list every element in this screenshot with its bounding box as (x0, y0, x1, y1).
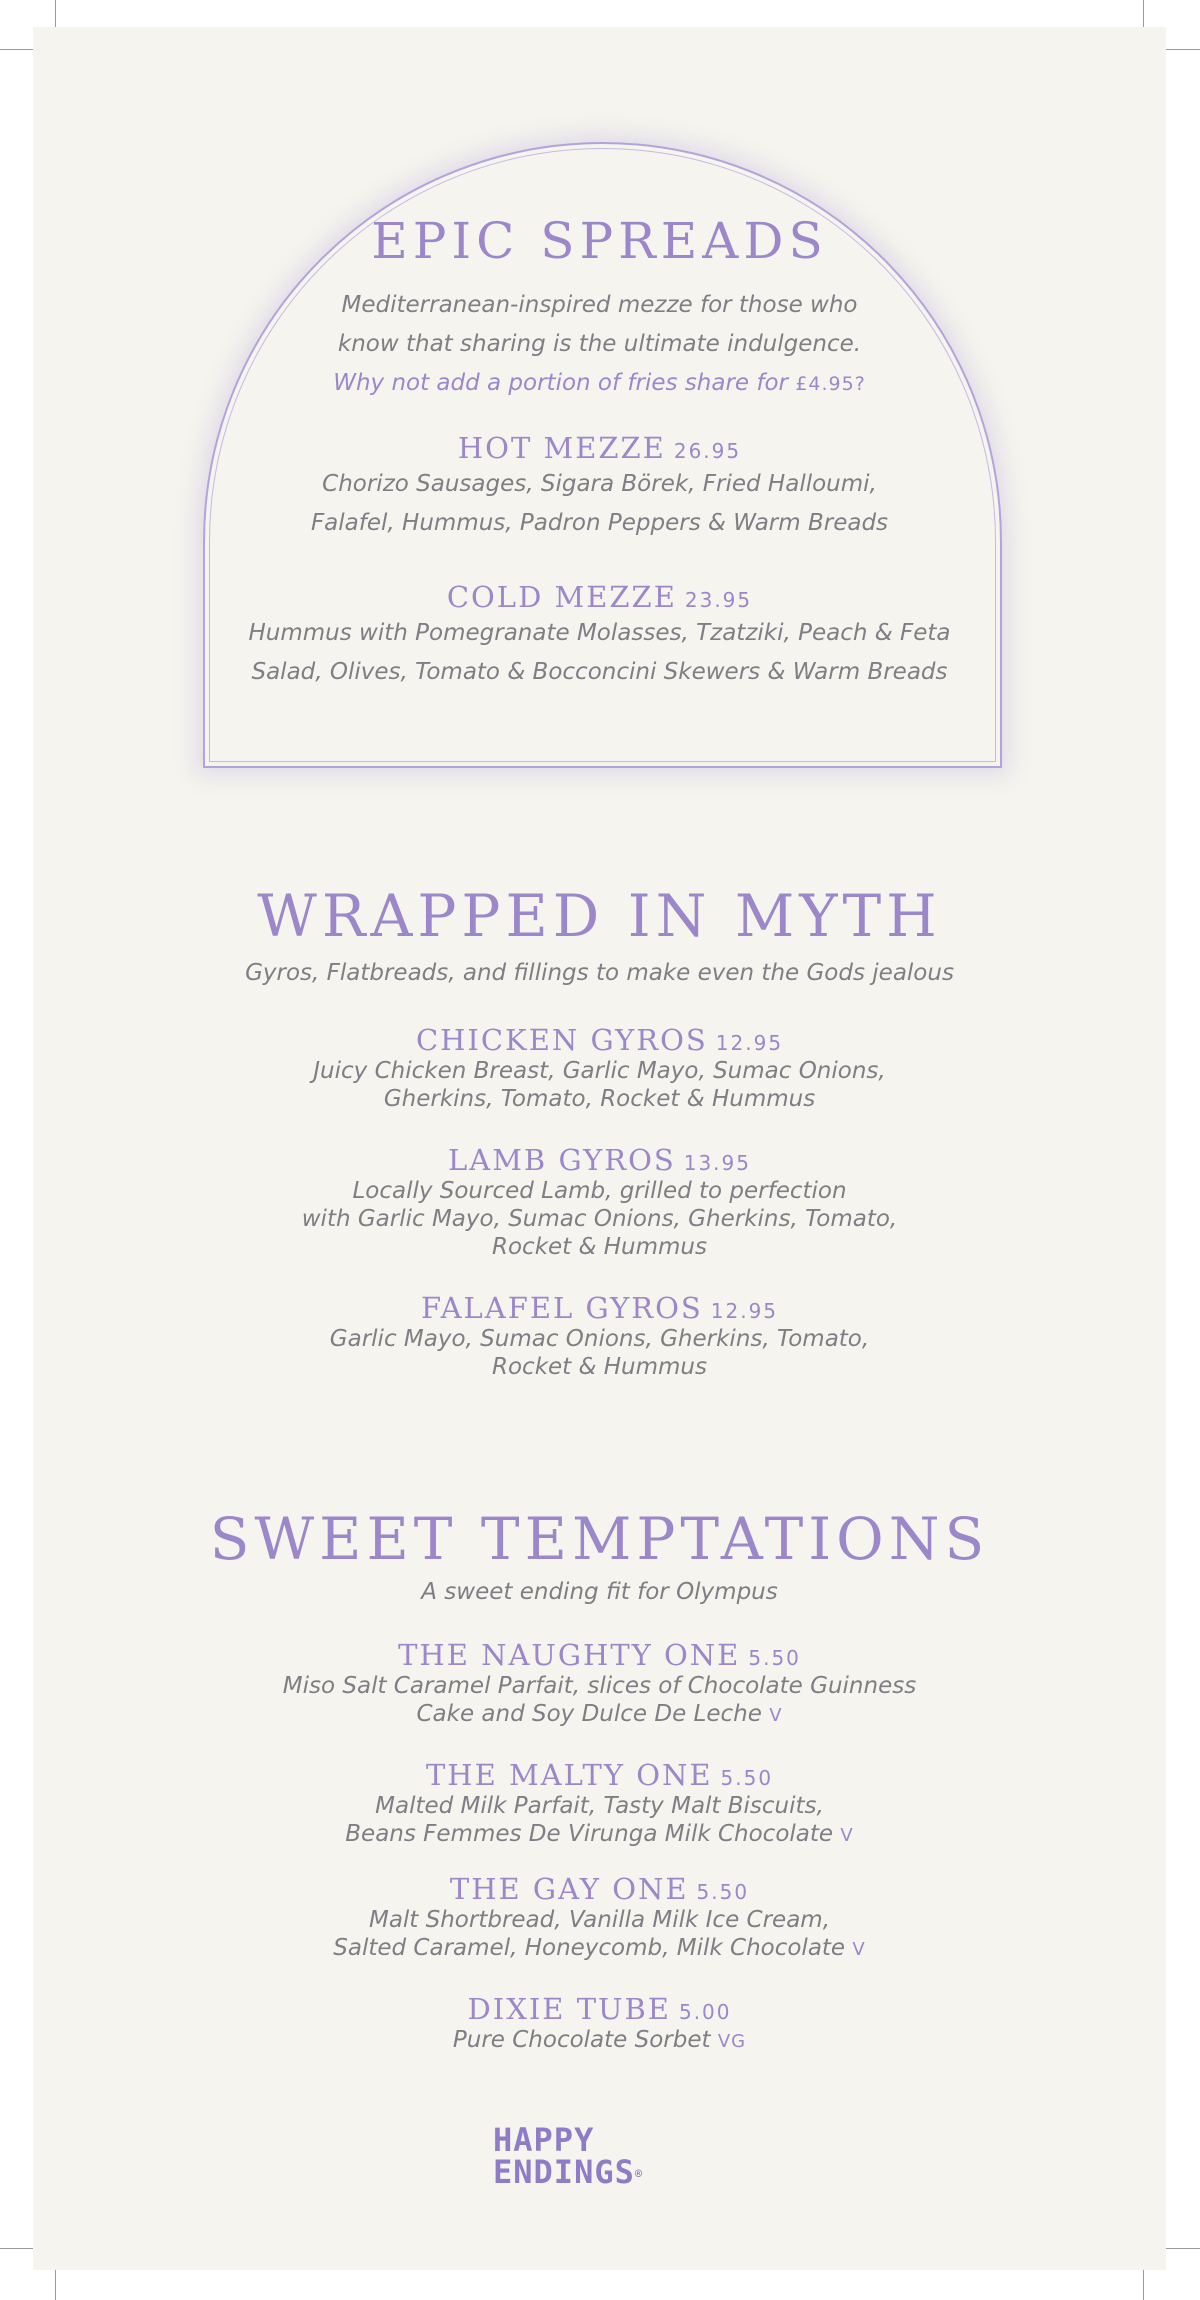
item-description (33, 1177, 1166, 1261)
description-line (33, 2026, 1166, 2056)
happy-endings-logo (493, 2121, 733, 2191)
item-description (33, 465, 1166, 543)
item-price: 26.95 (673, 439, 742, 463)
menu-item (33, 1638, 1166, 1730)
item-description (33, 1906, 1166, 1964)
item-price: 5.00 (678, 2000, 732, 2024)
sweet-section (33, 1505, 1166, 2056)
description-text: Pure Chocolate Sorbet (452, 2027, 711, 2053)
spreads-intro-line: know that sharing is the ultimate indulgence. (337, 331, 862, 357)
description-line: Garlic Mayo, Sumac Onions, Gherkins, Tomato, (329, 1326, 870, 1352)
item-description (33, 1792, 1166, 1850)
item-title: THE GAY ONE (449, 1872, 689, 1906)
item-title: FALAFEL GYROS (420, 1291, 703, 1325)
logo-line: HAPPY (493, 2121, 595, 2159)
item-price: 12.95 (715, 1031, 784, 1055)
dietary-tag: V (840, 1825, 854, 1846)
menu-item (33, 1992, 1166, 2056)
crop-mark (1164, 2248, 1200, 2249)
item-description (33, 1672, 1166, 1730)
description-text: Beans Femmes De Virunga Milk Chocolate (345, 1821, 834, 1847)
registered-mark: ® (634, 2167, 644, 2181)
menu-item (33, 1872, 1166, 1964)
dietary-tag: VG (717, 2031, 747, 2052)
spreads-intro-line: Mediterranean-inspired mezze for those who (341, 292, 858, 318)
item-title: HOT MEZZE (457, 431, 666, 465)
item-description (33, 614, 1166, 692)
description-line: Chorizo Sausages, Sigara Börek, Fried Halloumi, (322, 471, 877, 497)
menu-page (33, 27, 1166, 2270)
menu-item (33, 1023, 1166, 1113)
menu-item (33, 1143, 1166, 1261)
logo-line (493, 2153, 733, 2191)
description-line: Malt Shortbread, Vanilla Milk Ice Cream, (368, 1907, 831, 1933)
dietary-tag: V (852, 1939, 866, 1960)
item-price: 12.95 (710, 1299, 779, 1323)
description-text: Salted Caramel, Honeycomb, Milk Chocolate (333, 1935, 846, 1961)
logo-text: ENDINGS (493, 2153, 635, 2191)
item-title: DIXIE TUBE (467, 1992, 671, 2026)
crop-mark (0, 2248, 36, 2249)
description-line: Gherkins, Tomato, Rocket & Hummus (383, 1086, 816, 1112)
spreads-section (33, 212, 1166, 692)
description-line: Malted Milk Parfait, Tasty Malt Biscuits, (375, 1793, 824, 1819)
item-title: CHICKEN GYROS (415, 1023, 708, 1057)
description-line (33, 1934, 1166, 1964)
crop-mark (1164, 49, 1200, 50)
item-price: 5.50 (748, 1646, 801, 1670)
item-description (33, 1325, 1166, 1381)
description-line: Miso Salt Caramel Parfait, slices of Chocolate Guinness (282, 1673, 917, 1699)
description-line: Juicy Chicken Breast, Garlic Mayo, Sumac Onions, (313, 1058, 886, 1084)
description-line: Rocket & Hummus (492, 1234, 707, 1260)
item-price: 13.95 (683, 1151, 751, 1175)
item-price: 5.50 (696, 1880, 750, 1904)
menu-item (33, 1291, 1166, 1381)
description-text: Cake and Soy Dulce De Leche (416, 1701, 762, 1727)
crop-mark (0, 49, 36, 50)
myth-heading: WRAPPED IN MYTH (257, 882, 942, 950)
fries-note (33, 364, 1166, 404)
menu-item (33, 1758, 1166, 1850)
item-title: THE MALTY ONE (425, 1758, 713, 1792)
item-title: LAMB GYROS (448, 1143, 676, 1177)
fries-price: £4.95? (795, 373, 866, 395)
crop-mark (55, 2268, 56, 2300)
spreads-intro (33, 286, 1166, 404)
myth-subtitle: Gyros, Flatbreads, and fillings to make even the Gods jealous (245, 960, 954, 986)
item-price: 5.50 (720, 1766, 774, 1790)
description-line: Falafel, Hummus, Padron Peppers & Warm Breads (310, 510, 889, 536)
item-description (33, 1057, 1166, 1113)
menu-item (33, 580, 1166, 692)
crop-mark (1143, 2268, 1144, 2300)
sweet-heading: SWEET TEMPTATIONS (209, 1505, 990, 1573)
item-title: COLD MEZZE (446, 580, 677, 614)
description-line: Hummus with Pomegranate Molasses, Tzatziki, Peach & Feta (248, 620, 951, 646)
myth-section (33, 882, 1166, 1381)
fries-text: Why not add a portion of fries share for (333, 370, 788, 396)
description-line: Locally Sourced Lamb, grilled to perfection (352, 1178, 847, 1204)
description-line: Salad, Olives, Tomato & Bocconcini Skewers & Warm Breads (251, 659, 948, 685)
sweet-subtitle: A sweet ending fit for Olympus (421, 1579, 778, 1605)
dietary-tag: V (769, 1705, 783, 1726)
description-line: with Garlic Mayo, Sumac Onions, Gherkins, Tomato, (301, 1206, 898, 1232)
item-price: 23.95 (684, 588, 753, 612)
menu-item (33, 431, 1166, 543)
spreads-heading: EPIC SPREADS (371, 212, 828, 270)
description-line (33, 1700, 1166, 1730)
description-line: Rocket & Hummus (492, 1354, 707, 1380)
item-title: THE NAUGHTY ONE (398, 1638, 741, 1672)
item-description (33, 2026, 1166, 2056)
description-line (33, 1820, 1166, 1850)
